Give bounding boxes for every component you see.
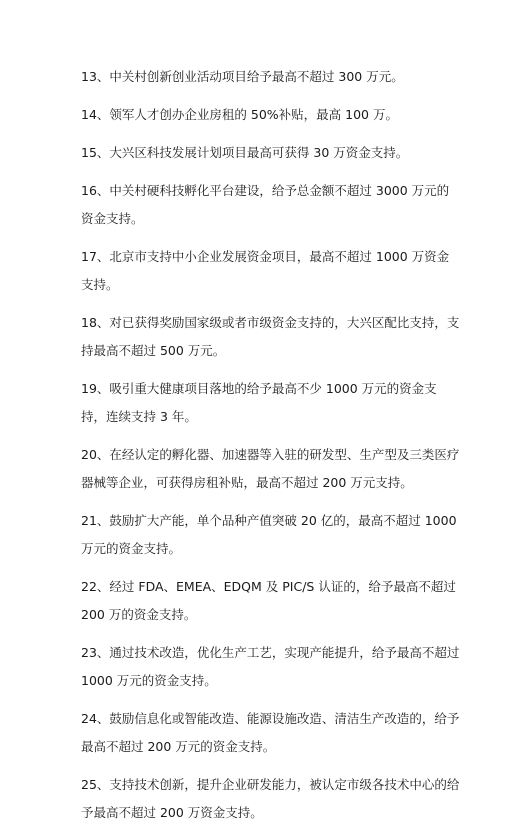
- policy-item-23: 23、通过技术改造，优化生产工艺，实现产能提升，给予最高不超过 1000 万元的资金支持。: [81, 645, 460, 688]
- policy-item-25: 25、支持技术创新，提升企业研发能力，被认定市级各技术中心的给予最高不超过 200 万资金支持。: [81, 777, 460, 820]
- policy-item-13: 13、中关村创新创业活动项目给予最高不超过 300 万元。: [81, 69, 404, 84]
- policy-item-17: 17、北京市支持中小企业发展资金项目，最高不超过 1000 万资金支持。: [81, 249, 450, 292]
- policy-item-20: 20、在经认定的孵化器、加速器等入驻的研发型、生产型及三类医疗器械等企业，可获得房租补贴，最高不超过 200 万元支持。: [81, 447, 460, 490]
- policy-item-15: 15、大兴区科技发展计划项目最高可获得 30 万资金支持。: [81, 145, 409, 160]
- policy-list: [81, 63, 461, 837]
- policy-item-22: 22、经过 FDA、EMEA、EDQM 及 PIC/S 认证的，给予最高不超过 200 万的资金支持。: [81, 579, 456, 622]
- policy-item-21: 21、鼓励扩大产能，单个品种产值突破 20 亿的，最高不超过 1000 万元的资金支持。: [81, 513, 457, 556]
- policy-item-18: 18、对已获得奖励国家级或者市级资金支持的，大兴区配比支持，支持最高不超过 500 万元。: [81, 315, 460, 358]
- policy-item-16: 16、中关村硬科技孵化平台建设，给予总金额不超过 3000 万元的资金支持。: [81, 183, 450, 226]
- policy-item-14: 14、领军人才创办企业房租的 50%补贴，最高 100 万。: [81, 107, 398, 122]
- policy-item-24: 24、鼓励信息化或智能改造、能源设施改造、清洁生产改造的，给予最高不超过 200 万元的资金支持。: [81, 711, 460, 754]
- policy-item-19: 19、吸引重大健康项目落地的给予最高不少 1000 万元的资金支持，连续支持 3 年。: [81, 381, 437, 424]
